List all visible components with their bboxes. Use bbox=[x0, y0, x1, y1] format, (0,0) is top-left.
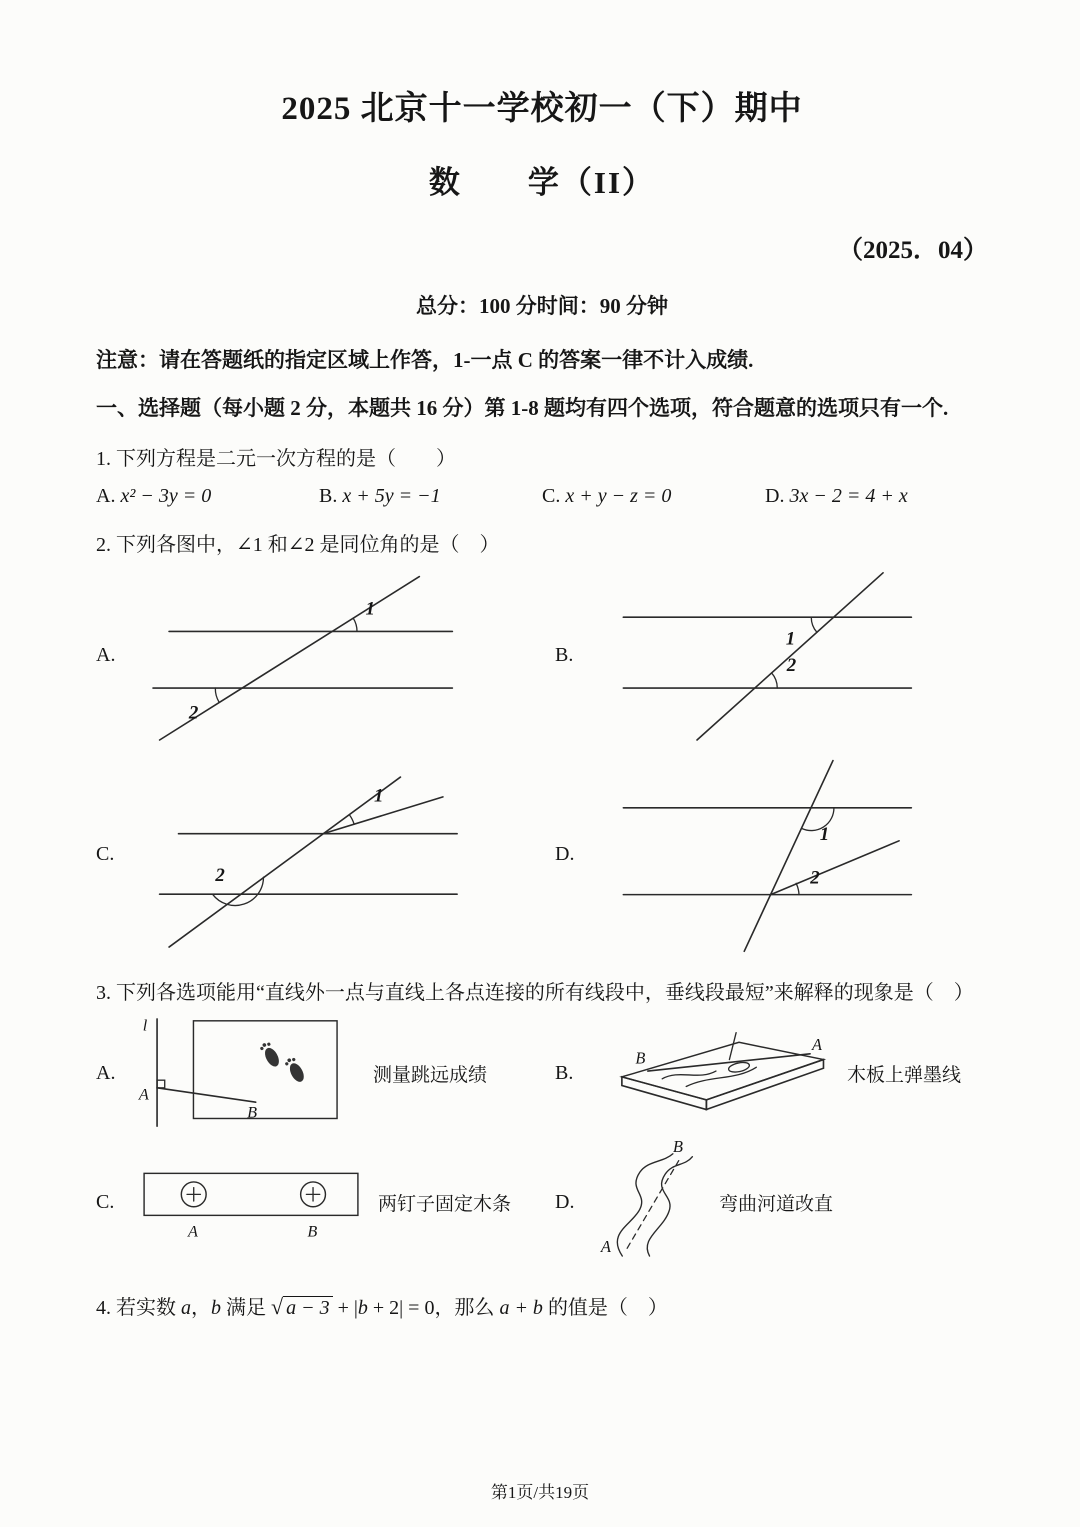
radicand: a − 3 bbox=[283, 1296, 333, 1319]
point-b-label: B bbox=[307, 1222, 318, 1241]
q1-option-d bbox=[765, 485, 988, 508]
point-a-label: A bbox=[138, 1085, 149, 1104]
q3-diagram-nailed-strip bbox=[136, 1160, 366, 1244]
river-bank bbox=[647, 1157, 692, 1256]
angle-2-arc bbox=[215, 688, 219, 702]
question-1-options bbox=[96, 485, 988, 508]
q1-option-a-formula: x² − 3y = 0 bbox=[120, 485, 212, 507]
angle-2-arc bbox=[772, 673, 778, 688]
exam-title: 2025 北京十一学校初一（下）期中 bbox=[281, 91, 803, 127]
angle-2-label: 2 bbox=[215, 864, 225, 886]
q3-diagram-long-jump bbox=[136, 1013, 361, 1133]
q1-option-a-label: A. bbox=[96, 485, 116, 507]
q2-diagram-c-ray-angles bbox=[136, 760, 476, 949]
angle-ray bbox=[771, 841, 899, 895]
q3-option-b bbox=[555, 1013, 988, 1133]
wood-board-side bbox=[622, 1076, 706, 1109]
angle-1-label: 1 bbox=[819, 823, 830, 845]
question-1-stem: 1. 下列方程是二元一次方程的是（ ） bbox=[96, 448, 456, 470]
nail-icon bbox=[301, 1182, 326, 1207]
expr-a-plus-b: a + b bbox=[499, 1297, 543, 1319]
question-4-stem-part: 满足 bbox=[221, 1297, 271, 1319]
sand-pit bbox=[193, 1021, 337, 1119]
question-3-stem: 3. 下列各选项能用“直线外一点与直线上各点连接的所有线段中，垂线段最短”来解释的现象是（ ） bbox=[96, 982, 974, 1004]
q1-option-b bbox=[319, 485, 542, 508]
q1-option-a bbox=[96, 485, 319, 508]
q3-option-b-caption: 木板上弹墨线 bbox=[847, 1064, 962, 1086]
river-bank bbox=[617, 1154, 673, 1256]
angle-1-arc bbox=[349, 815, 354, 824]
wood-board-side bbox=[706, 1059, 823, 1109]
transversal-line bbox=[744, 761, 833, 952]
notice: 注意：请在答题纸的指定区域上作答，1-一点 C 的答案一律不计入成绩. bbox=[96, 348, 754, 372]
measure-segment bbox=[157, 1088, 256, 1102]
q3-option-c-caption: 两钉子固定木条 bbox=[378, 1193, 512, 1215]
wood-grain bbox=[662, 1071, 716, 1079]
angle-2-arc bbox=[796, 883, 799, 894]
q1-option-c-label: C. bbox=[542, 485, 561, 507]
q3-option-c bbox=[96, 1141, 529, 1263]
q2-option-c bbox=[96, 753, 529, 956]
question-4-comma: ， bbox=[191, 1297, 211, 1319]
var-a: a bbox=[181, 1297, 191, 1319]
question-2 bbox=[96, 528, 988, 956]
q1-option-b-formula: x + 5y = −1 bbox=[342, 485, 441, 507]
angle-2-label: 2 bbox=[810, 867, 820, 889]
q3-diagram-river bbox=[595, 1141, 707, 1263]
point-a-label: A bbox=[811, 1034, 822, 1054]
score-time: 总分：100 分时间：90 分钟 bbox=[416, 294, 668, 318]
point-b-label: B bbox=[247, 1103, 258, 1122]
q1-option-d-formula: 3x − 2 = 4 + x bbox=[789, 485, 908, 507]
q1-option-c-formula: x + y − z = 0 bbox=[565, 485, 672, 507]
angle-1-label: 1 bbox=[374, 785, 384, 807]
angle-2-label: 2 bbox=[188, 702, 199, 724]
q2-diagram-b-alternate-angles bbox=[595, 565, 935, 745]
var-b: b bbox=[357, 1297, 368, 1319]
question-2-stem: 2. 下列各图中，∠1 和∠2 是同位角的是（ ） bbox=[96, 534, 500, 556]
q3-option-a-caption: 测量跳远成绩 bbox=[373, 1064, 488, 1086]
question-1 bbox=[96, 442, 988, 508]
nail-icon bbox=[181, 1182, 206, 1207]
exam-date: （2025．04） bbox=[837, 237, 988, 264]
q2-option-d-label: D. bbox=[555, 843, 575, 865]
question-4 bbox=[96, 1291, 988, 1320]
angle-1-label: 1 bbox=[365, 598, 375, 620]
q3-option-b-label: B. bbox=[555, 1061, 574, 1084]
transversal-line bbox=[160, 577, 420, 740]
radical-sign: √ bbox=[271, 1294, 284, 1319]
question-3-diagrams bbox=[96, 1005, 988, 1263]
lifted-string bbox=[729, 1032, 736, 1059]
point-b-label: B bbox=[635, 1047, 646, 1067]
q2-diagram-a-corresponding-angles bbox=[136, 565, 476, 745]
q2-option-b-label: B. bbox=[555, 643, 574, 666]
page-footer: 第1页/共19页 bbox=[490, 1483, 590, 1502]
q3-option-c-label: C. bbox=[96, 1190, 115, 1213]
question-3 bbox=[96, 976, 988, 1263]
radical-expression bbox=[271, 1294, 333, 1319]
q2-option-a bbox=[96, 565, 529, 745]
point-a-label: A bbox=[188, 1222, 198, 1241]
q3-option-a bbox=[96, 1013, 529, 1133]
q2-option-b bbox=[555, 565, 988, 745]
footprint-icon bbox=[259, 1040, 282, 1069]
angle-2-label: 2 bbox=[786, 655, 797, 677]
q3-diagram-chalk-line bbox=[595, 1023, 835, 1124]
line-l-label: l bbox=[142, 1016, 148, 1035]
q2-option-d bbox=[555, 753, 988, 956]
footprint-icon bbox=[284, 1056, 307, 1085]
q3-option-d-label: D. bbox=[555, 1190, 575, 1213]
transversal-line bbox=[169, 777, 400, 947]
right-angle-marker bbox=[157, 1080, 165, 1088]
question-4-stem-part: 的值是（ ） bbox=[542, 1297, 668, 1319]
point-b-label: B bbox=[672, 1141, 684, 1156]
q3-option-d bbox=[555, 1141, 988, 1263]
q2-option-a-label: A. bbox=[96, 643, 116, 666]
question-4-stem-part: + | bbox=[332, 1297, 358, 1319]
q1-option-c bbox=[542, 485, 765, 508]
q1-option-b-label: B. bbox=[319, 485, 338, 507]
q3-option-a-label: A. bbox=[96, 1061, 116, 1084]
q1-option-d-label: D. bbox=[765, 485, 785, 507]
angle-1-label: 1 bbox=[785, 628, 796, 650]
question-4-stem-part: + 2| = 0，那么 bbox=[367, 1297, 500, 1319]
exam-subject: 数 学（II） bbox=[428, 165, 656, 200]
q3-option-d-caption: 弯曲河道改直 bbox=[719, 1193, 834, 1215]
var-b: b bbox=[211, 1297, 221, 1319]
q2-diagram-d-ray-angles bbox=[595, 753, 935, 956]
angle-1-arc bbox=[811, 617, 817, 632]
question-4-stem-part: 4. 若实数 bbox=[96, 1297, 181, 1319]
question-2-diagrams bbox=[96, 557, 988, 956]
point-a-label: A bbox=[600, 1237, 611, 1257]
angle-1-arc bbox=[353, 618, 357, 631]
q2-option-c-label: C. bbox=[96, 843, 115, 865]
section-1-title: 一、选择题（每小题 2 分，本题共 16 分）第 1-8 题均有四个选项，符合题意的选项只有一个. bbox=[96, 396, 949, 420]
